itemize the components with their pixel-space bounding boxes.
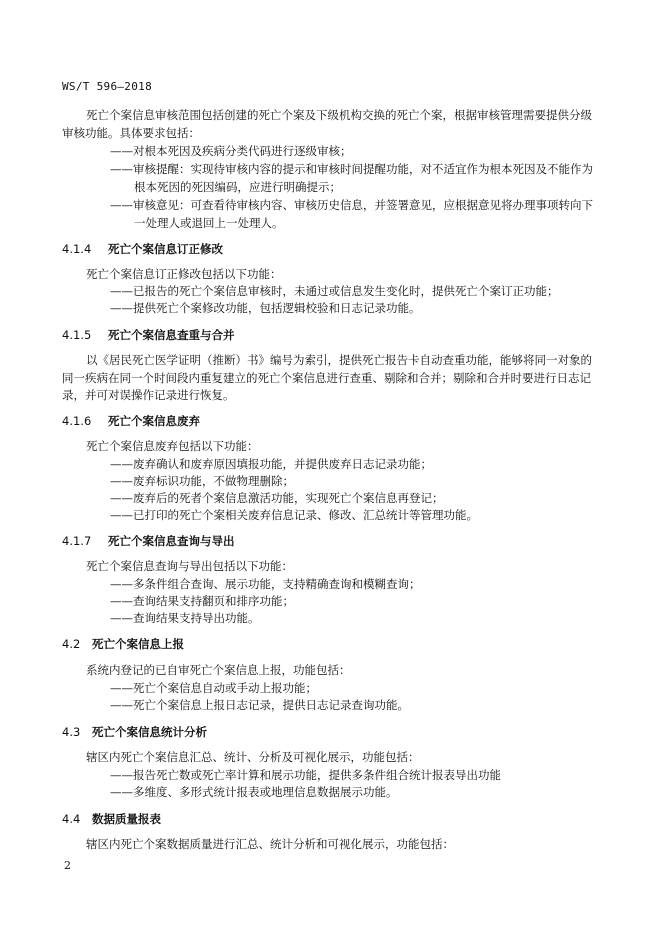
section-lead: 死亡个案信息废弃包括以下功能： xyxy=(86,439,259,453)
intro-line-1: 死亡个案信息审核范围包括创建的死亡个案及下级机构交换的死亡个案，根据审核管理需要提供分级 xyxy=(86,108,592,122)
section-title: 死亡个案信息查重与合并 xyxy=(108,328,235,342)
section-title: 死亡个案信息上报 xyxy=(92,637,184,651)
section-title: 数据质量报表 xyxy=(92,812,161,826)
list-item: ——提供死亡个案修改功能，包括逻辑校验和日志记录功能。 xyxy=(110,301,421,315)
list-item: ——查询结果支持翻页和排序功能； xyxy=(110,594,294,608)
list-item: ——多条件组合查询、展示功能，支持精确查询和模糊查询； xyxy=(110,577,421,591)
section-title: 死亡个案信息订正修改 xyxy=(108,242,223,256)
section-lead: 辖区内死亡个案信息汇总、统计、分析及可视化展示，功能包括： xyxy=(86,750,420,764)
section-title: 死亡个案信息统计分析 xyxy=(92,725,207,739)
section-heading-4-1-4 xyxy=(62,241,223,257)
list-item: ——报告死亡数或死亡率计算和展示功能，提供多条件组合统计报表导出功能 xyxy=(110,768,501,782)
paragraph-line: 以《居民死亡医学证明（推断）书》编号为索引，提供死亡报告卡自动查重功能，能够将同一对象的 xyxy=(86,353,592,367)
intro-item-1: ——对根本死因及疾病分类代码进行逐级审核； xyxy=(110,144,352,158)
paragraph-line: 同一疾病在同一个时间段内重复建立的死亡个案信息进行查重、剔除和合并；剔除和合并时要进行日志记 xyxy=(62,371,591,385)
intro-line-2: 审核功能。具体要求包括： xyxy=(62,126,200,140)
list-item: ——废弃确认和废弃原因填报功能，并提供废弃日志记录功能； xyxy=(110,457,432,471)
list-item: ——多维度、多形式统计报表或地理信息数据展示功能。 xyxy=(110,785,398,799)
section-number: 4.1.6 xyxy=(62,414,92,428)
section-number: 4.1.5 xyxy=(62,328,92,342)
section-heading-4-1-6 xyxy=(62,413,200,429)
list-item: ——死亡个案信息自动或手动上报功能； xyxy=(110,681,317,695)
intro-item-2-cont: 根本死因的死因编码，应进行明确提示； xyxy=(134,180,341,194)
list-item: ——已打印的死亡个案相关废弃信息记录、修改、汇总统计等管理功能。 xyxy=(110,508,478,522)
list-item: ——死亡个案信息上报日志记录，提供日志记录查询功能。 xyxy=(110,698,409,712)
intro-item-3: ——审核意见：可查看待审核内容、审核历史信息，并签署意见，应根据意见将办理事项转向下 xyxy=(110,198,593,212)
section-lead: 系统内登记的已自审死亡个案信息上报，功能包括： xyxy=(86,663,351,677)
paragraph-line: 录，并可对误操作记录进行恢复。 xyxy=(62,388,235,402)
section-heading-4-2 xyxy=(62,636,184,652)
section-title: 死亡个案信息查询与导出 xyxy=(108,534,235,548)
section-title: 死亡个案信息废弃 xyxy=(108,414,200,428)
section-number: 4.4 xyxy=(62,812,81,826)
list-item: ——已报告的死亡个案信息审核时，未通过或信息发生变化时，提供死亡个案订正功能； xyxy=(110,284,559,298)
section-lead: 死亡个案信息订正修改包括以下功能： xyxy=(86,267,282,281)
list-item: ——废弃后的死者个案信息激活功能，实现死亡个案信息再登记； xyxy=(110,491,444,505)
section-number: 4.3 xyxy=(62,725,81,739)
section-heading-4-4 xyxy=(62,811,161,827)
section-heading-4-1-5 xyxy=(62,327,235,343)
standard-code: WS/T 596—2018 xyxy=(62,80,152,93)
intro-item-2: ——审核提醒：实现待审核内容的提示和审核时间提醒功能，对不适宜作为根本死因及不能作为 xyxy=(110,162,593,176)
intro-item-3-cont: 一处理人或退回上一处理人。 xyxy=(134,216,284,230)
section-lead: 辖区内死亡个案数据质量进行汇总、统计分析和可视化展示，功能包括： xyxy=(86,837,454,851)
section-number: 4.2 xyxy=(62,637,81,651)
list-item: ——查询结果支持导出功能。 xyxy=(110,611,260,625)
section-number: 4.1.7 xyxy=(62,534,92,548)
section-number: 4.1.4 xyxy=(62,242,92,256)
section-heading-4-1-7 xyxy=(62,533,235,549)
list-item: ——废弃标识功能，不做物理删除； xyxy=(110,474,294,488)
page-number: 2 xyxy=(64,859,71,872)
section-heading-4-3 xyxy=(62,724,207,740)
section-lead: 死亡个案信息查询与导出包括以下功能： xyxy=(86,559,293,573)
